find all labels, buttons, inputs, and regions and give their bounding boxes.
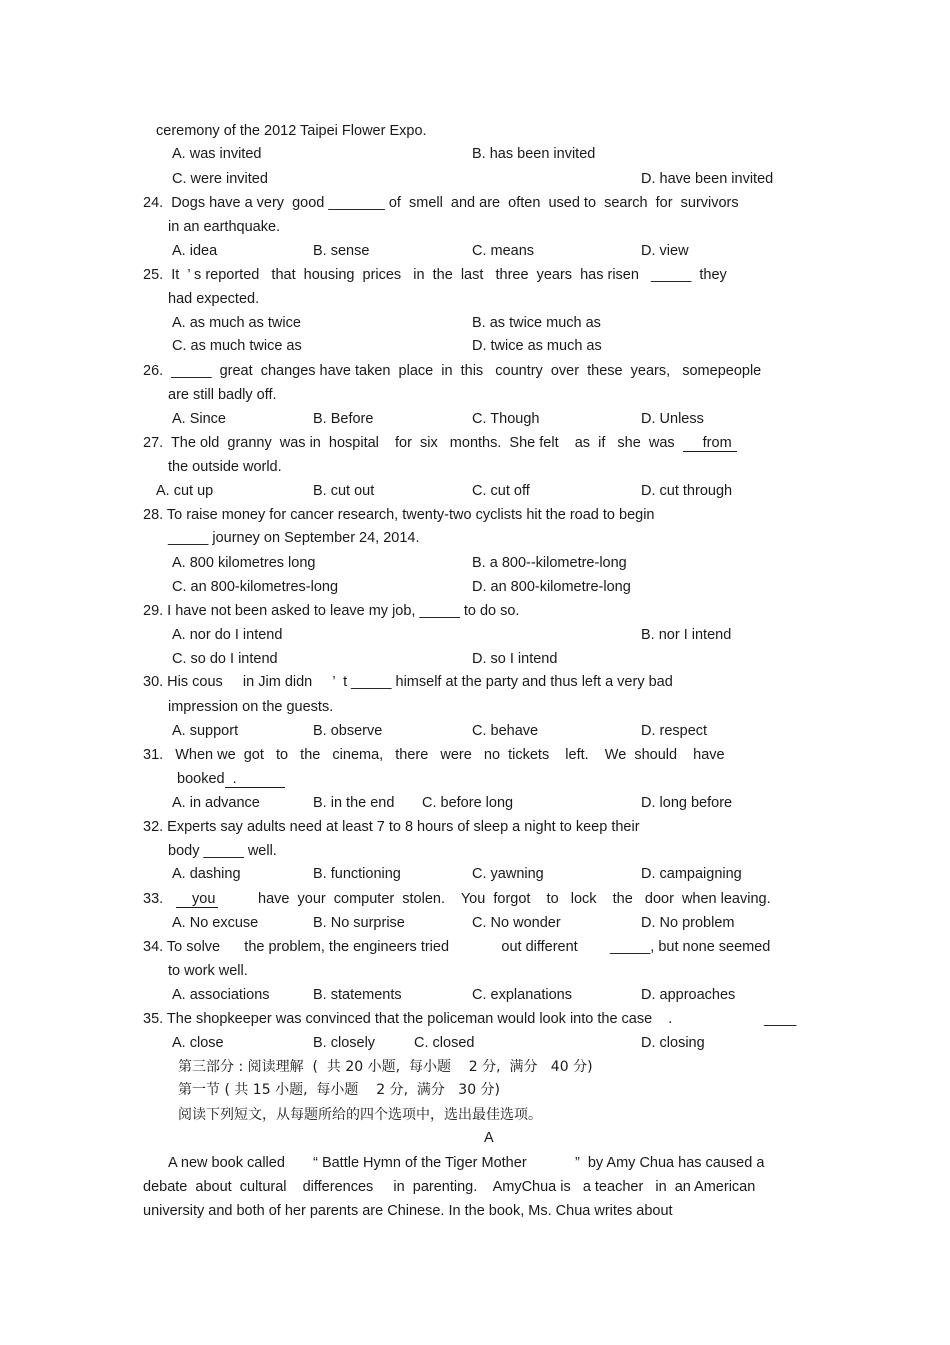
q26-option-c: C. Though [472, 411, 540, 427]
q31-stem-text: booked [177, 771, 225, 787]
q34-option-b: B. statements [313, 987, 402, 1003]
q33-number: 33. [143, 891, 164, 907]
q33-option-a: A. No excuse [172, 915, 259, 931]
q25-option-c: C. as much twice as [172, 338, 302, 354]
q35-blank: ____ [764, 1011, 797, 1027]
q24-stem-cont: in an earthquake. [168, 219, 281, 235]
q30-option-c: C. behave [472, 723, 539, 739]
q28-option-a: A. 800 kilometres long [172, 555, 316, 571]
q33-stem: have your computer stolen. You forgot to lock the door when leaving. [258, 891, 771, 907]
q32-stem-cont: body _____ well. [168, 843, 277, 859]
q28-stem: 28. To raise money for cancer research, twenty-two cyclists hit the road to begin [143, 507, 655, 523]
q34-option-d: D. approaches [641, 987, 736, 1003]
q30-option-a: A. support [172, 723, 239, 739]
q31-option-c: C. before long [422, 795, 514, 811]
q27-stem [143, 434, 737, 452]
q29-stem: 29. I have not been asked to leave my job, _____ to do so. [143, 603, 520, 619]
q23-option-b: B. has been invited [472, 146, 596, 162]
q33-option-d: D. No problem [641, 915, 735, 931]
q34-stem-cont: to work well. [168, 963, 248, 979]
q27-option-c: C. cut off [472, 483, 530, 499]
passage-line-2: debate about cultural differences in parenting. AmyChua is a teacher in an American [143, 1179, 756, 1195]
q35-option-d: D. closing [641, 1035, 705, 1051]
q28-option-c: C. an 800-kilometres-long [172, 579, 339, 595]
q26-stem: 26. _____ great changes have taken place in this country over these years, somepeople [143, 363, 762, 379]
section-1-subtitle: 第一节 ( 共 15 小题, 每小题 2 分, 满分 30 分) [178, 1082, 501, 1098]
q35-option-b: B. closely [313, 1035, 376, 1051]
q30-option-d: D. respect [641, 723, 708, 739]
q23-option-c: C. were invited [172, 171, 268, 187]
q24-stem: 24. Dogs have a very good _______ of smell and are often used to search for survivors [143, 195, 739, 211]
q28-option-b: B. a 800--kilometre-long [472, 555, 627, 571]
q24-option-a: A. idea [172, 243, 218, 259]
q28-option-d: D. an 800-kilometre-long [472, 579, 631, 595]
q26-option-b: B. Before [313, 411, 374, 427]
q32-option-c: C. yawning [472, 866, 544, 882]
q32-option-b: B. functioning [313, 866, 401, 882]
q27-option-d: D. cut through [641, 483, 733, 499]
passage-line-3: university and both of her parents are Chinese. In the book, Ms. Chua writes about [143, 1203, 673, 1219]
q30-stem-cont: impression on the guests. [168, 699, 334, 715]
q32-stem: 32. Experts say adults need at least 7 to 8 hours of sleep a night to keep their [143, 819, 640, 835]
q25-stem: 25. It ’ s reported that housing prices in the last three years has risen _____ they [143, 267, 727, 283]
q35-option-c: C. closed [414, 1035, 475, 1051]
q23-option-d: D. have been invited [641, 171, 774, 187]
q33-option-b: B. No surprise [313, 915, 405, 931]
q27-option-b: B. cut out [313, 483, 375, 499]
q31-option-d: D. long before [641, 795, 733, 811]
q31-blank: . [225, 771, 285, 788]
q33-option-c: C. No wonder [472, 915, 561, 931]
q29-option-c: C. so do I intend [172, 651, 278, 667]
passage-line-1: A new book called “ Battle Hymn of the Tiger Mother ” by Amy Chua has caused a [168, 1155, 765, 1171]
q30-stem: 30. His cous in Jim didn ’ t _____ himself at the party and thus left a very bad [143, 674, 673, 690]
q34-option-a: A. associations [172, 987, 270, 1003]
q28-stem-cont: _____ journey on September 24, 2014. [168, 530, 420, 546]
q32-option-d: D. campaigning [641, 866, 742, 882]
q34-stem: 34. To solve the problem, the engineers tried out different _____, but none seemed [143, 939, 771, 955]
carry-over-line: ceremony of the 2012 Taipei Flower Expo. [156, 123, 427, 139]
q27-option-a: A. cut up [156, 483, 214, 499]
q31-option-a: A. in advance [172, 795, 260, 811]
q26-stem-cont: are still badly off. [168, 387, 277, 403]
q25-option-a: A. as much as twice [172, 315, 301, 331]
q31-option-b: B. in the end [313, 795, 395, 811]
passage-label: A [484, 1130, 494, 1146]
q25-option-b: B. as twice much as [472, 315, 601, 331]
q27-stem-cont: the outside world. [168, 459, 282, 475]
q33-underlined-word [176, 890, 218, 908]
q24-option-c: C. means [472, 243, 535, 259]
q26-option-a: A. Since [172, 411, 226, 427]
q32-option-a: A. dashing [172, 866, 241, 882]
q25-option-d: D. twice as much as [472, 338, 602, 354]
q29-option-d: D. so I intend [472, 651, 558, 667]
q26-option-d: D. Unless [641, 411, 704, 427]
q31-stem: 31. When we got to the cinema, there were no tickets left. We should have [143, 747, 725, 763]
q33-underlined-text: you [176, 891, 218, 908]
q31-stem-cont [177, 770, 285, 788]
q30-option-b: B. observe [313, 723, 383, 739]
q27-stem-text: 27. The old granny was in hospital for six months. She felt as if she was [143, 435, 675, 451]
q29-option-a: A. nor do I intend [172, 627, 283, 643]
reading-instruction: 阅读下列短文，从每题所给的四个选项中，选出最佳选项。 [178, 1107, 542, 1123]
q25-stem-cont: had expected. [168, 291, 260, 307]
q34-option-c: C. explanations [472, 987, 572, 1003]
q35-stem: 35. The shopkeeper was convinced that the policeman would look into the case . [143, 1011, 673, 1027]
q35-option-a: A. close [172, 1035, 224, 1051]
q24-option-d: D. view [641, 243, 689, 259]
q27-underlined-word: from [683, 435, 737, 452]
q23-option-a: A. was invited [172, 146, 262, 162]
q29-option-b: B. nor I intend [641, 627, 732, 643]
section-3-title: 第三部分 : 阅读理解 ( 共 20 小题, 每小题 2 分, 满分 40 分) [178, 1059, 593, 1075]
q24-option-b: B. sense [313, 243, 370, 259]
